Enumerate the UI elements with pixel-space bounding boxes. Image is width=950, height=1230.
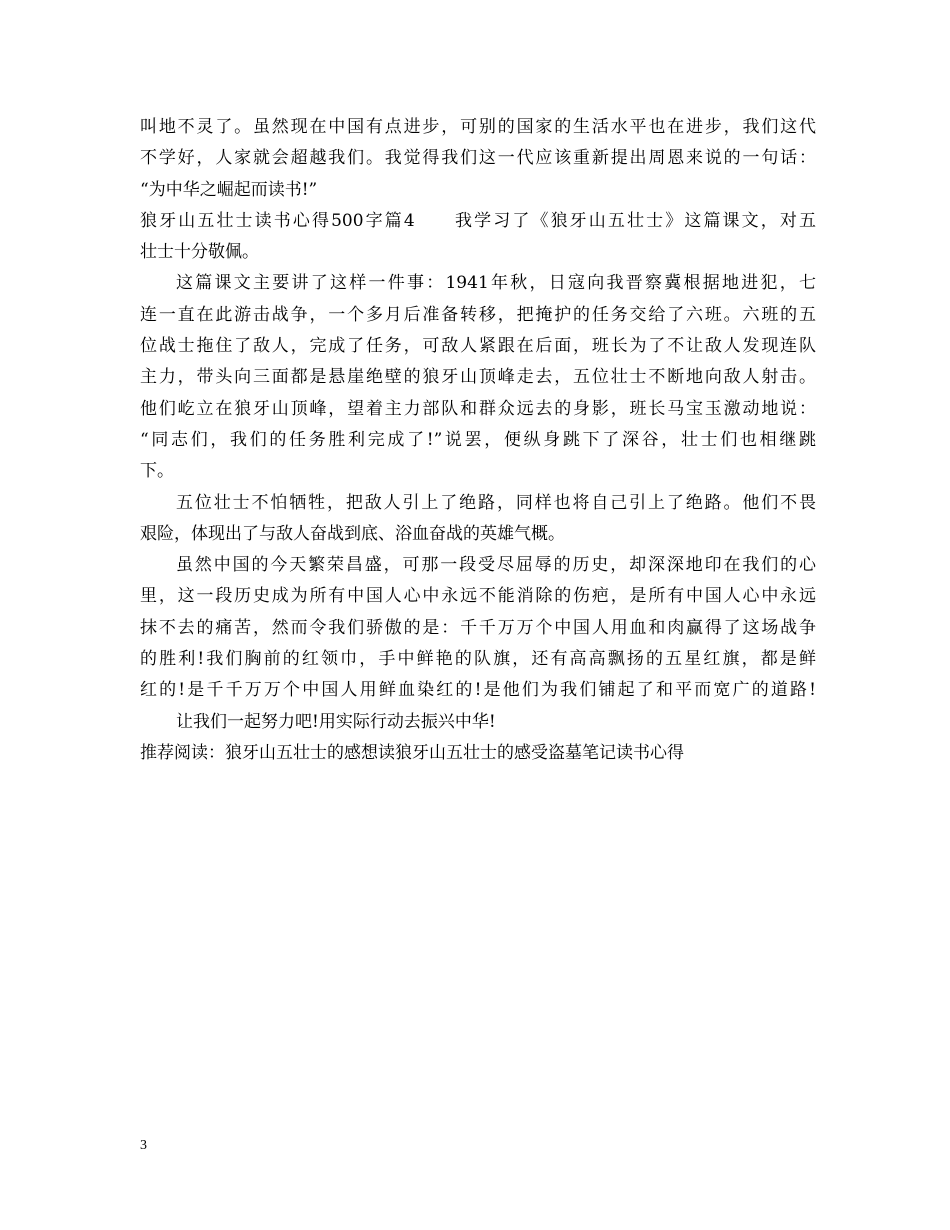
body-line: “为中华之崛起而读书!”	[140, 179, 318, 200]
body-line: 位战士拖住了敌人，完成了任务，可敌人紧跟在后面，班长为了不让敌人发现连队	[140, 336, 816, 357]
body-line: 红的!是千千万万个中国人用鲜血染红的!是他们为我们铺起了和平而宽广的道路!	[140, 680, 816, 701]
body-line: 抹不去的痛苦，然而令我们骄傲的是：千千万万个中国人用血和肉赢得了这场战争	[140, 617, 816, 638]
paragraph-start-line: 让我们一起努力吧!用实际行动去振兴中华!	[176, 711, 496, 732]
recommended-reading-line: 推荐阅读：狼牙山五壮士的感想读狼牙山五壮士的感受盗墓笔记读书心得	[140, 742, 684, 763]
body-line: 不学好，人家就会超越我们。我觉得我们这一代应该重新提出周恩来说的一句话：	[140, 148, 816, 169]
body-line: 里，这一段历史成为所有中国人心中永远不能消除的伤疤，是所有中国人心中永远	[140, 586, 816, 607]
body-line: 下。	[140, 461, 174, 482]
body-line: 连一直在此游击战争，一个多月后准备转移，把掩护的任务交给了六班。六班的五	[140, 304, 816, 325]
body-line: 主力，带头向三面都是悬崖绝壁的狼牙山顶峰走去，五位壮士不断地向敌人射击。	[140, 367, 816, 388]
body-line: 的胜利!我们胸前的红领巾，手中鲜艳的队旗，还有高高飘扬的五星红旗，都是鲜	[140, 649, 816, 670]
document-body	[140, 112, 816, 769]
paragraph-start-line: 五位壮士不怕牺牲，把敌人引上了绝路，同样也将自己引上了绝路。他们不畏	[176, 492, 816, 513]
body-line: 他们屹立在狼牙山顶峰，望着主力部队和群众远去的身影，班长马宝玉激动地说：	[140, 398, 816, 419]
body-line: “同志们，我们的任务胜利完成了!”说罢，便纵身跳下了深谷，壮士们也相继跳	[140, 429, 816, 450]
paragraph-start-line: 这篇课文主要讲了这样一件事：1941年秋，日寇向我晋察冀根据地进犯，七	[176, 273, 816, 294]
body-line: 叫地不灵了。虽然现在中国有点进步，可别的国家的生活水平也在进步，我们这代	[140, 117, 816, 137]
section-heading-line: 狼牙山五壮士读书心得500字篇4 我学习了《狼牙山五壮士》这篇课文，对五	[140, 210, 816, 231]
body-line: 艰险，体现出了与敌人奋战到底、浴血奋战的英雄气概。	[140, 523, 565, 544]
paragraph-start-line: 虽然中国的今天繁荣昌盛，可那一段受尽屈辱的历史，却深深地印在我们的心	[176, 555, 816, 576]
page-number: 3	[140, 1138, 147, 1153]
body-line: 壮士十分敬佩。	[140, 242, 259, 263]
